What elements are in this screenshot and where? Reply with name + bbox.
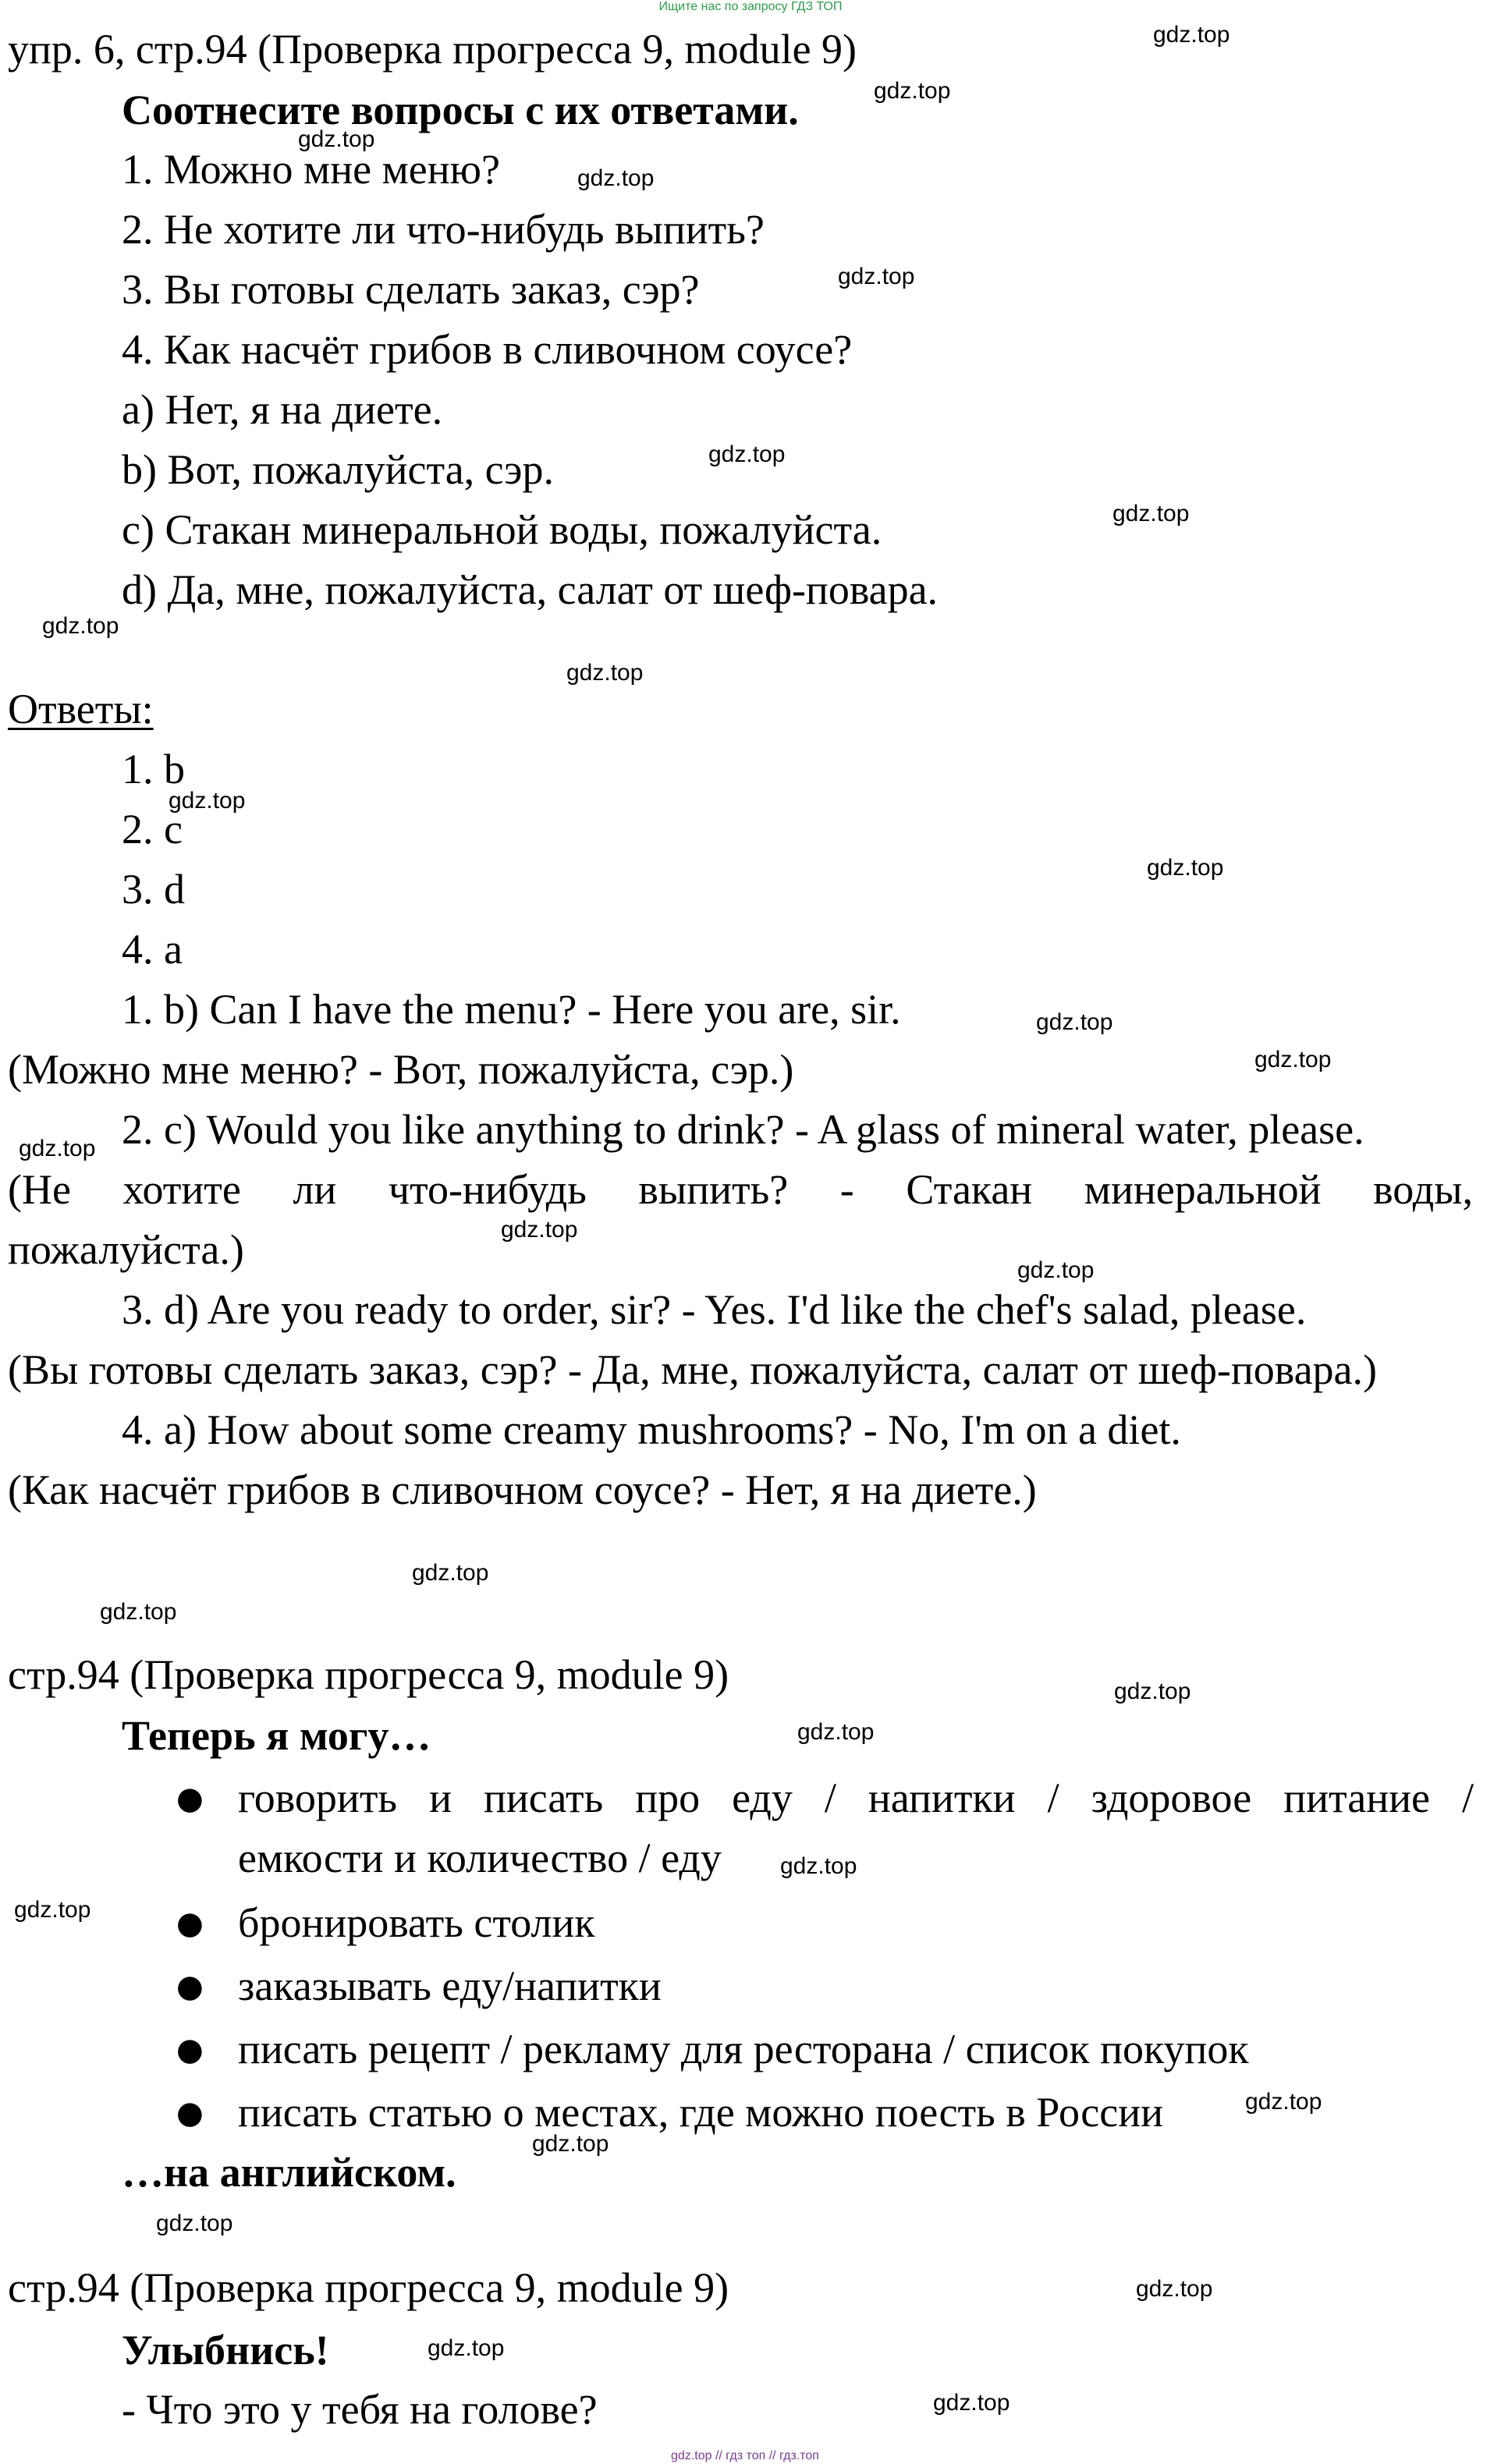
explanation-4-en: 4. a) How about some creamy mushrooms? - No, I'm on a diet.	[122, 1406, 1181, 1453]
answer-1: 1. b	[122, 746, 185, 792]
section3-title: Улыбнись!	[122, 2327, 329, 2374]
watermark: gdz.top	[1114, 1679, 1191, 1704]
section3-line: - Что это у тебя на голове?	[122, 2386, 598, 2433]
explanation-2-en: 2. c) Would you like anything to drink? - A glass of mineral water, please.	[122, 1106, 1364, 1153]
section2-title: Теперь я могу…	[122, 1712, 431, 1759]
explanation-1-ru: (Можно мне меню? - Вот, пожалуйста, сэр.)	[8, 1046, 794, 1093]
bullet-icon: ●	[176, 2095, 204, 2131]
question-4: 4. Как насчёт грибов в сливочном соусе?	[122, 326, 853, 373]
watermark: gdz.top	[42, 613, 119, 639]
question-2: 2. Не хотите ли что-нибудь выпить?	[122, 206, 765, 253]
can-item-5: писать статью о местах, где можно поесть в России	[238, 2089, 1164, 2136]
can-item-4: писать рецепт / рекламу для ресторана / список покупок	[238, 2026, 1249, 2072]
watermark: gdz.top	[1017, 1257, 1095, 1283]
bullet-icon: ●	[176, 1781, 204, 1817]
watermark: gdz.top	[838, 264, 915, 289]
watermark: gdz.top	[933, 2390, 1010, 2416]
watermark: gdz.top	[1153, 22, 1230, 48]
bottom-banner[interactable]: gdz.top // гдз топ // гдз.топ	[671, 2449, 819, 2462]
watermark: gdz.top	[797, 1719, 875, 1745]
bullet-icon: ●	[176, 1906, 204, 1941]
explanation-2-ru: (Не хотите ли что-нибудь выпить? - Стакан минеральной воды,	[8, 1166, 1473, 1213]
watermark: gdz.top	[156, 2211, 233, 2236]
answer-3: 3. d	[122, 866, 185, 913]
watermark: gdz.top	[1245, 2089, 1322, 2115]
explanation-3-en: 3. d) Are you ready to order, sir? - Yes. I'd like the chef's salad, please.	[122, 1286, 1307, 1333]
watermark: gdz.top	[428, 2335, 505, 2361]
watermark: gdz.top	[1036, 1009, 1113, 1035]
bullet-icon: ●	[176, 1969, 204, 2005]
watermark: gdz.top	[1147, 855, 1224, 881]
explanation-1-en: 1. b) Can I have the menu? - Here you are, sir.	[122, 986, 901, 1033]
watermark: gdz.top	[1136, 2276, 1213, 2302]
exercise-header: упр. 6, стр.94 (Проверка прогресса 9, module 9)	[8, 26, 857, 73]
option-a: a) Нет, я на диете.	[122, 386, 443, 433]
watermark: gdz.top	[874, 78, 951, 104]
watermark: gdz.top	[780, 1853, 857, 1879]
can-item-2: бронировать столик	[238, 1899, 595, 1946]
watermark: gdz.top	[1254, 1047, 1332, 1072]
explanation-3-ru: (Вы готовы сделать заказ, сэр? - Да, мне, пожалуйста, салат от шеф-повара.)	[8, 1346, 1377, 1393]
can-item-1-cont: емкости и количество / еду	[238, 1835, 722, 1881]
question-1: 1. Можно мне меню?	[122, 146, 500, 193]
watermark: gdz.top	[708, 441, 786, 467]
watermark: gdz.top	[577, 165, 655, 191]
bullet-icon: ●	[176, 2032, 204, 2068]
watermark: gdz.top	[169, 788, 246, 814]
watermark: gdz.top	[1112, 501, 1190, 526]
option-c: c) Стакан минеральной воды, пожалуйста.	[122, 506, 882, 553]
section3-header: стр.94 (Проверка прогресса 9, module 9)	[8, 2264, 729, 2311]
can-item-1: говорить и писать про еду / напитки / здоровое питание /	[238, 1774, 1474, 1821]
explanation-4-ru: (Как насчёт грибов в сливочном соусе? - Нет, я на диете.)	[8, 1466, 1037, 1513]
answer-4: 4. a	[122, 926, 183, 973]
option-d: d) Да, мне, пожалуйста, салат от шеф-повара.	[122, 566, 939, 613]
watermark: gdz.top	[566, 660, 644, 686]
watermark: gdz.top	[501, 1217, 578, 1243]
exercise-task: Соотнесите вопросы с их ответами.	[122, 87, 799, 133]
watermark: gdz.top	[19, 1136, 96, 1161]
answers-title: Ответы:	[8, 686, 154, 732]
section2-header: стр.94 (Проверка прогресса 9, module 9)	[8, 1651, 729, 1698]
question-3: 3. Вы готовы сделать заказ, сэр?	[122, 266, 700, 313]
option-b: b) Вот, пожалуйста, сэр.	[122, 446, 554, 493]
watermark: gdz.top	[14, 1897, 91, 1923]
watermark: gdz.top	[298, 126, 375, 152]
can-item-3: заказывать еду/напитки	[238, 1962, 662, 2009]
watermark: gdz.top	[532, 2131, 609, 2157]
watermark: gdz.top	[412, 1560, 489, 1586]
top-banner[interactable]: Ищите нас по запросу ГДЗ ТОП	[658, 0, 843, 13]
section2-footer: …на английском.	[122, 2149, 456, 2196]
explanation-2-ru-cont: пожалуйста.)	[8, 1226, 244, 1273]
answer-2: 2. c	[122, 806, 183, 853]
watermark: gdz.top	[100, 1599, 177, 1625]
